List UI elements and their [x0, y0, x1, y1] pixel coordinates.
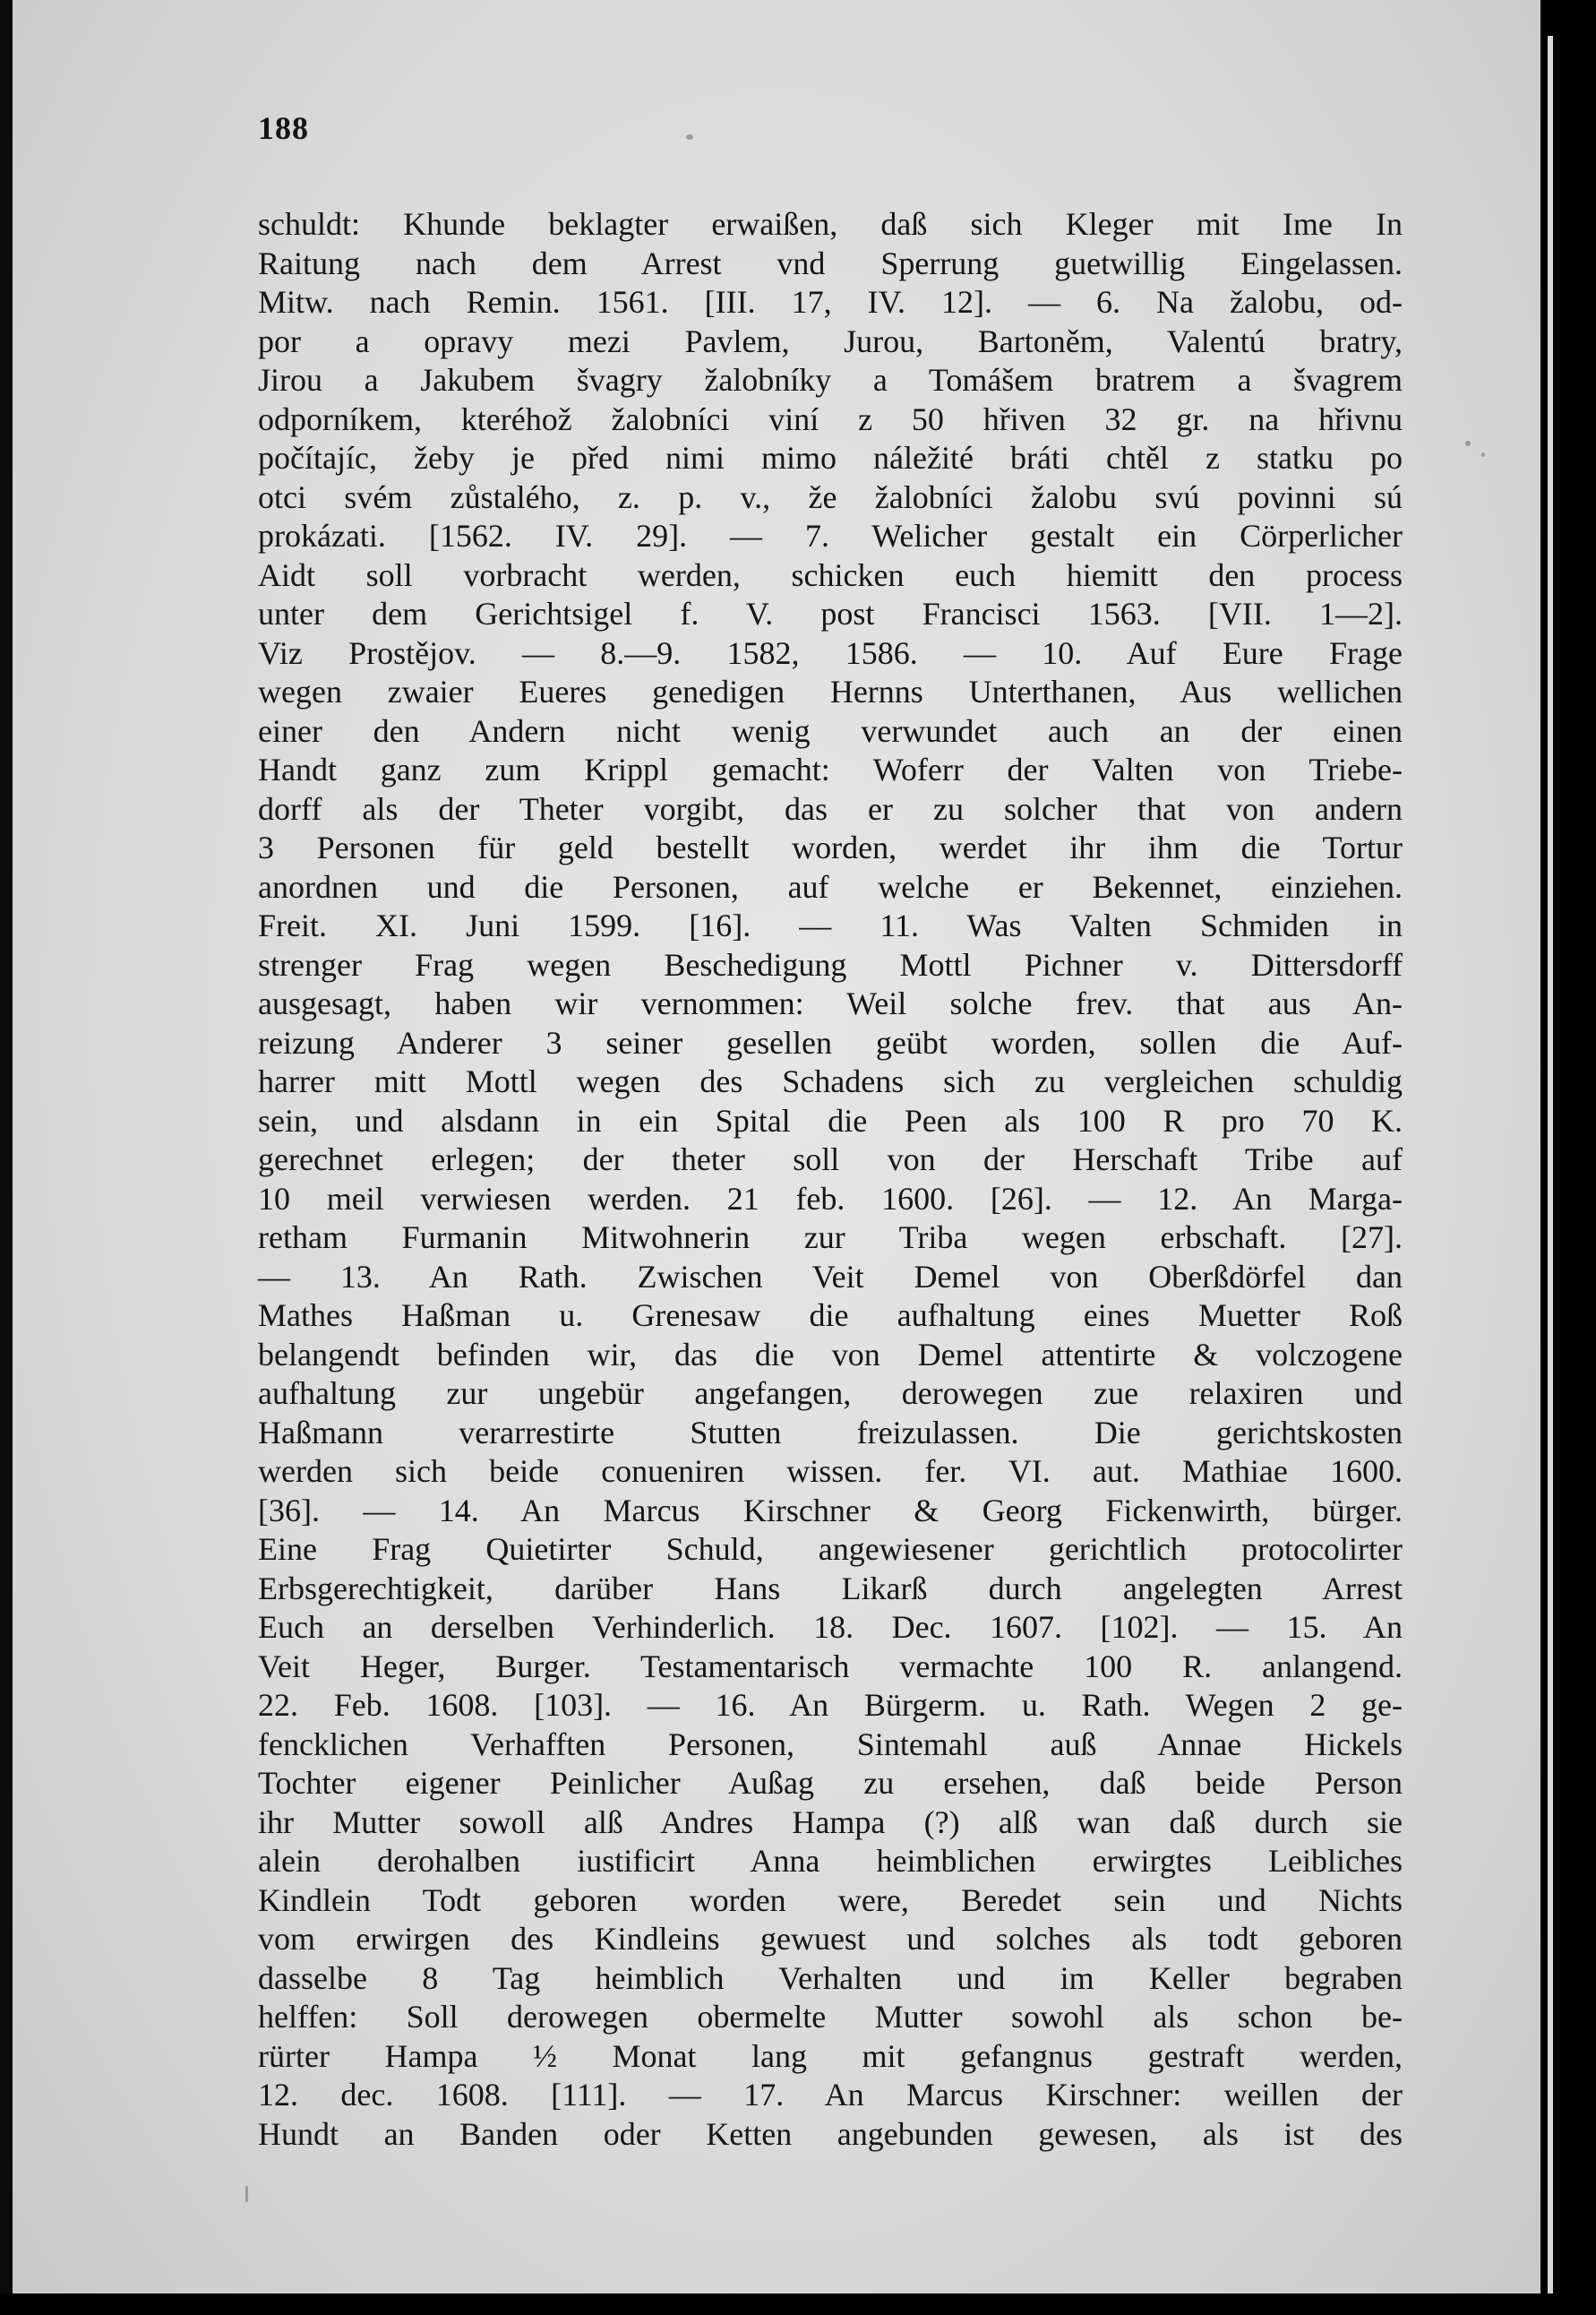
text-line: belangendt befinden wir, das die von Demel attentirte & volczogene [258, 1336, 1403, 1373]
text-line: retham Furmanin Mitwohnerin zur Triba wegen erbschaft. [27]. [258, 1219, 1403, 1255]
text-line: Jirou a Jakubem švagry žalobníky a Tomášem bratrem a švagrem [258, 362, 1403, 398]
body-text [258, 205, 1403, 2154]
text-line: reizung Anderer 3 seiner gesellen geübt worden, sollen die Auf- [258, 1024, 1403, 1061]
text-line: strenger Frag wegen Beschedigung Mottl Pichner v. Dittersdorff [258, 946, 1403, 983]
ink-speck [686, 134, 693, 140]
text-line: Eine Frag Quietirter Schuld, angewiesener gerichtlich protocolirter [258, 1531, 1403, 1567]
text-line: odporníkem, kteréhož žalobníci viní z 50 hřiven 32 gr. na hřivnu [258, 400, 1403, 437]
text-line: unter dem Gerichtsigel f. V. post Francisci 1563. [VII. 1—2]. [258, 596, 1403, 632]
text-line: werden sich beide conueniren wissen. fer. VI. aut. Mathiae 1600. [258, 1453, 1403, 1489]
text-line: fencklichen Verhafften Personen, Sintemahl auß Annae Hickels [258, 1725, 1403, 1762]
text-line: 12. dec. 1608. [111]. — 17. An Marcus Kirschner: weillen der [258, 2077, 1403, 2113]
text-line: Haßmann verarrestirte Stutten freizulassen. Die gerichtskosten [258, 1414, 1403, 1450]
text-line: alein derohalben iustificirt Anna heimblichen erwirgtes Leibliches [258, 1843, 1403, 1879]
ink-speck [1465, 441, 1471, 446]
text-line: Aidt soll vorbracht werden, schicken euch hiemitt den process [258, 556, 1403, 593]
text-line: Handt ganz zum Krippl gemacht: Woferr der Valten von Triebe- [258, 752, 1403, 787]
text-line: por a opravy mezi Pavlem, Jurou, Bartoněm, Valentú bratry, [258, 323, 1403, 359]
text-line: dorff als der Theter vorgibt, das er zu solcher that von andern [258, 790, 1403, 827]
text-line: einer den Andern nicht wenig verwundet auch an der einen [258, 712, 1403, 749]
ink-speck [245, 2186, 248, 2202]
text-line: prokázati. [1562. IV. 29]. — 7. Welicher gestalt ein Cörperlicher [258, 518, 1403, 554]
text-line: [36]. — 14. An Marcus Kirschner & Georg Fickenwirth, bürger. [258, 1492, 1403, 1528]
text-line: 3 Personen für geld bestellt worden, werdet ihr ihm die Tortur [258, 830, 1403, 865]
text-line: rürter Hampa ½ Monat lang mit gefangnus gestraft werden, [258, 2037, 1403, 2074]
text-line: Kindlein Todt geboren worden were, Beredet sein und Nichts [258, 1881, 1403, 1918]
scan-border-bottom [0, 2293, 1596, 2315]
page-edge-highlight [1548, 36, 1553, 2293]
ink-speck [1481, 452, 1485, 457]
text-line: ausgesagt, haben wir vernommen: Weil solche frev. that aus An- [258, 985, 1403, 1021]
text-line: Mitw. nach Remin. 1561. [III. 17, IV. 12]. — 6. Na žalobu, od- [258, 284, 1403, 320]
text-line: helffen: Soll derowegen obermelte Mutter sowohl als schon be- [258, 1999, 1403, 2035]
text-line: Viz Prostějov. — 8.—9. 1582, 1586. — 10. Auf Eure Frage [258, 634, 1403, 671]
text-line: harrer mitt Mottl wegen des Schadens sich zu vergleichen schuldig [258, 1063, 1403, 1099]
text-line: sein, und alsdann in ein Spital die Peen als 100 R pro 70 K. [258, 1102, 1403, 1139]
text-line: Raitung nach dem Arrest vnd Sperrung guetwillig Eingelassen. [258, 245, 1403, 281]
page-number: 188 [258, 110, 309, 146]
text-line: Hundt an Banden oder Ketten angebunden gewesen, als ist des [258, 2115, 1403, 2152]
text-line: otci svém zůstalého, z. p. v., že žalobníci žalobu svú povinni sú [258, 478, 1403, 515]
text-line: 22. Feb. 1608. [103]. — 16. An Bürgerm. u. Rath. Wegen 2 ge- [258, 1687, 1403, 1723]
text-line: Erbsgerechtigkeit, darüber Hans Likarß durch angelegten Arrest [258, 1570, 1403, 1606]
text-line: schuldt: Khunde beklagter erwaißen, daß sich Kleger mit Ime In [258, 206, 1403, 242]
text-line: Euch an derselben Verhinderlich. 18. Dec. 1607. [102]. — 15. An [258, 1609, 1403, 1645]
text-line: aufhaltung zur ungebür angefangen, derowegen zue relaxiren und [258, 1375, 1403, 1411]
text-line: vom erwirgen des Kindleins gewuest und solches als todt geboren [258, 1921, 1403, 1957]
text-line: gerechnet erlegen; der theter soll von der Herschaft Tribe auf [258, 1141, 1403, 1177]
text-line: dasselbe 8 Tag heimblich Verhalten und im Keller begraben [258, 1959, 1403, 1996]
text-line: Tochter eigener Peinlicher Außag zu ersehen, daß beide Person [258, 1765, 1403, 1801]
text-line: 10 meil verwiesen werden. 21 feb. 1600. [26]. — 12. An Marga- [258, 1180, 1403, 1217]
text-line: Mathes Haßman u. Grenesaw die aufhaltung eines Muetter Roß [258, 1297, 1403, 1333]
text-line: anordnen und die Personen, auf welche er Bekennet, einziehen. [258, 868, 1403, 905]
text-line: wegen zwaier Eueres genedigen Hernns Unterthanen, Aus wellichen [258, 674, 1403, 710]
text-line: ihr Mutter sowoll alß Andres Hampa (?) alß wan daß durch sie [258, 1803, 1403, 1840]
text-line: Veit Heger, Burger. Testamentarisch vermachte 100 R. anlangend. [258, 1648, 1403, 1684]
text-line: Freit. XI. Juni 1599. [16]. — 11. Was Valten Schmiden in [258, 908, 1403, 943]
text-line: — 13. An Rath. Zwischen Veit Demel von Oberßdörfel dan [258, 1258, 1403, 1295]
text-line: počítajíc, žeby je před nimi mimo náležité bráti chtěl z statku po [258, 440, 1403, 476]
